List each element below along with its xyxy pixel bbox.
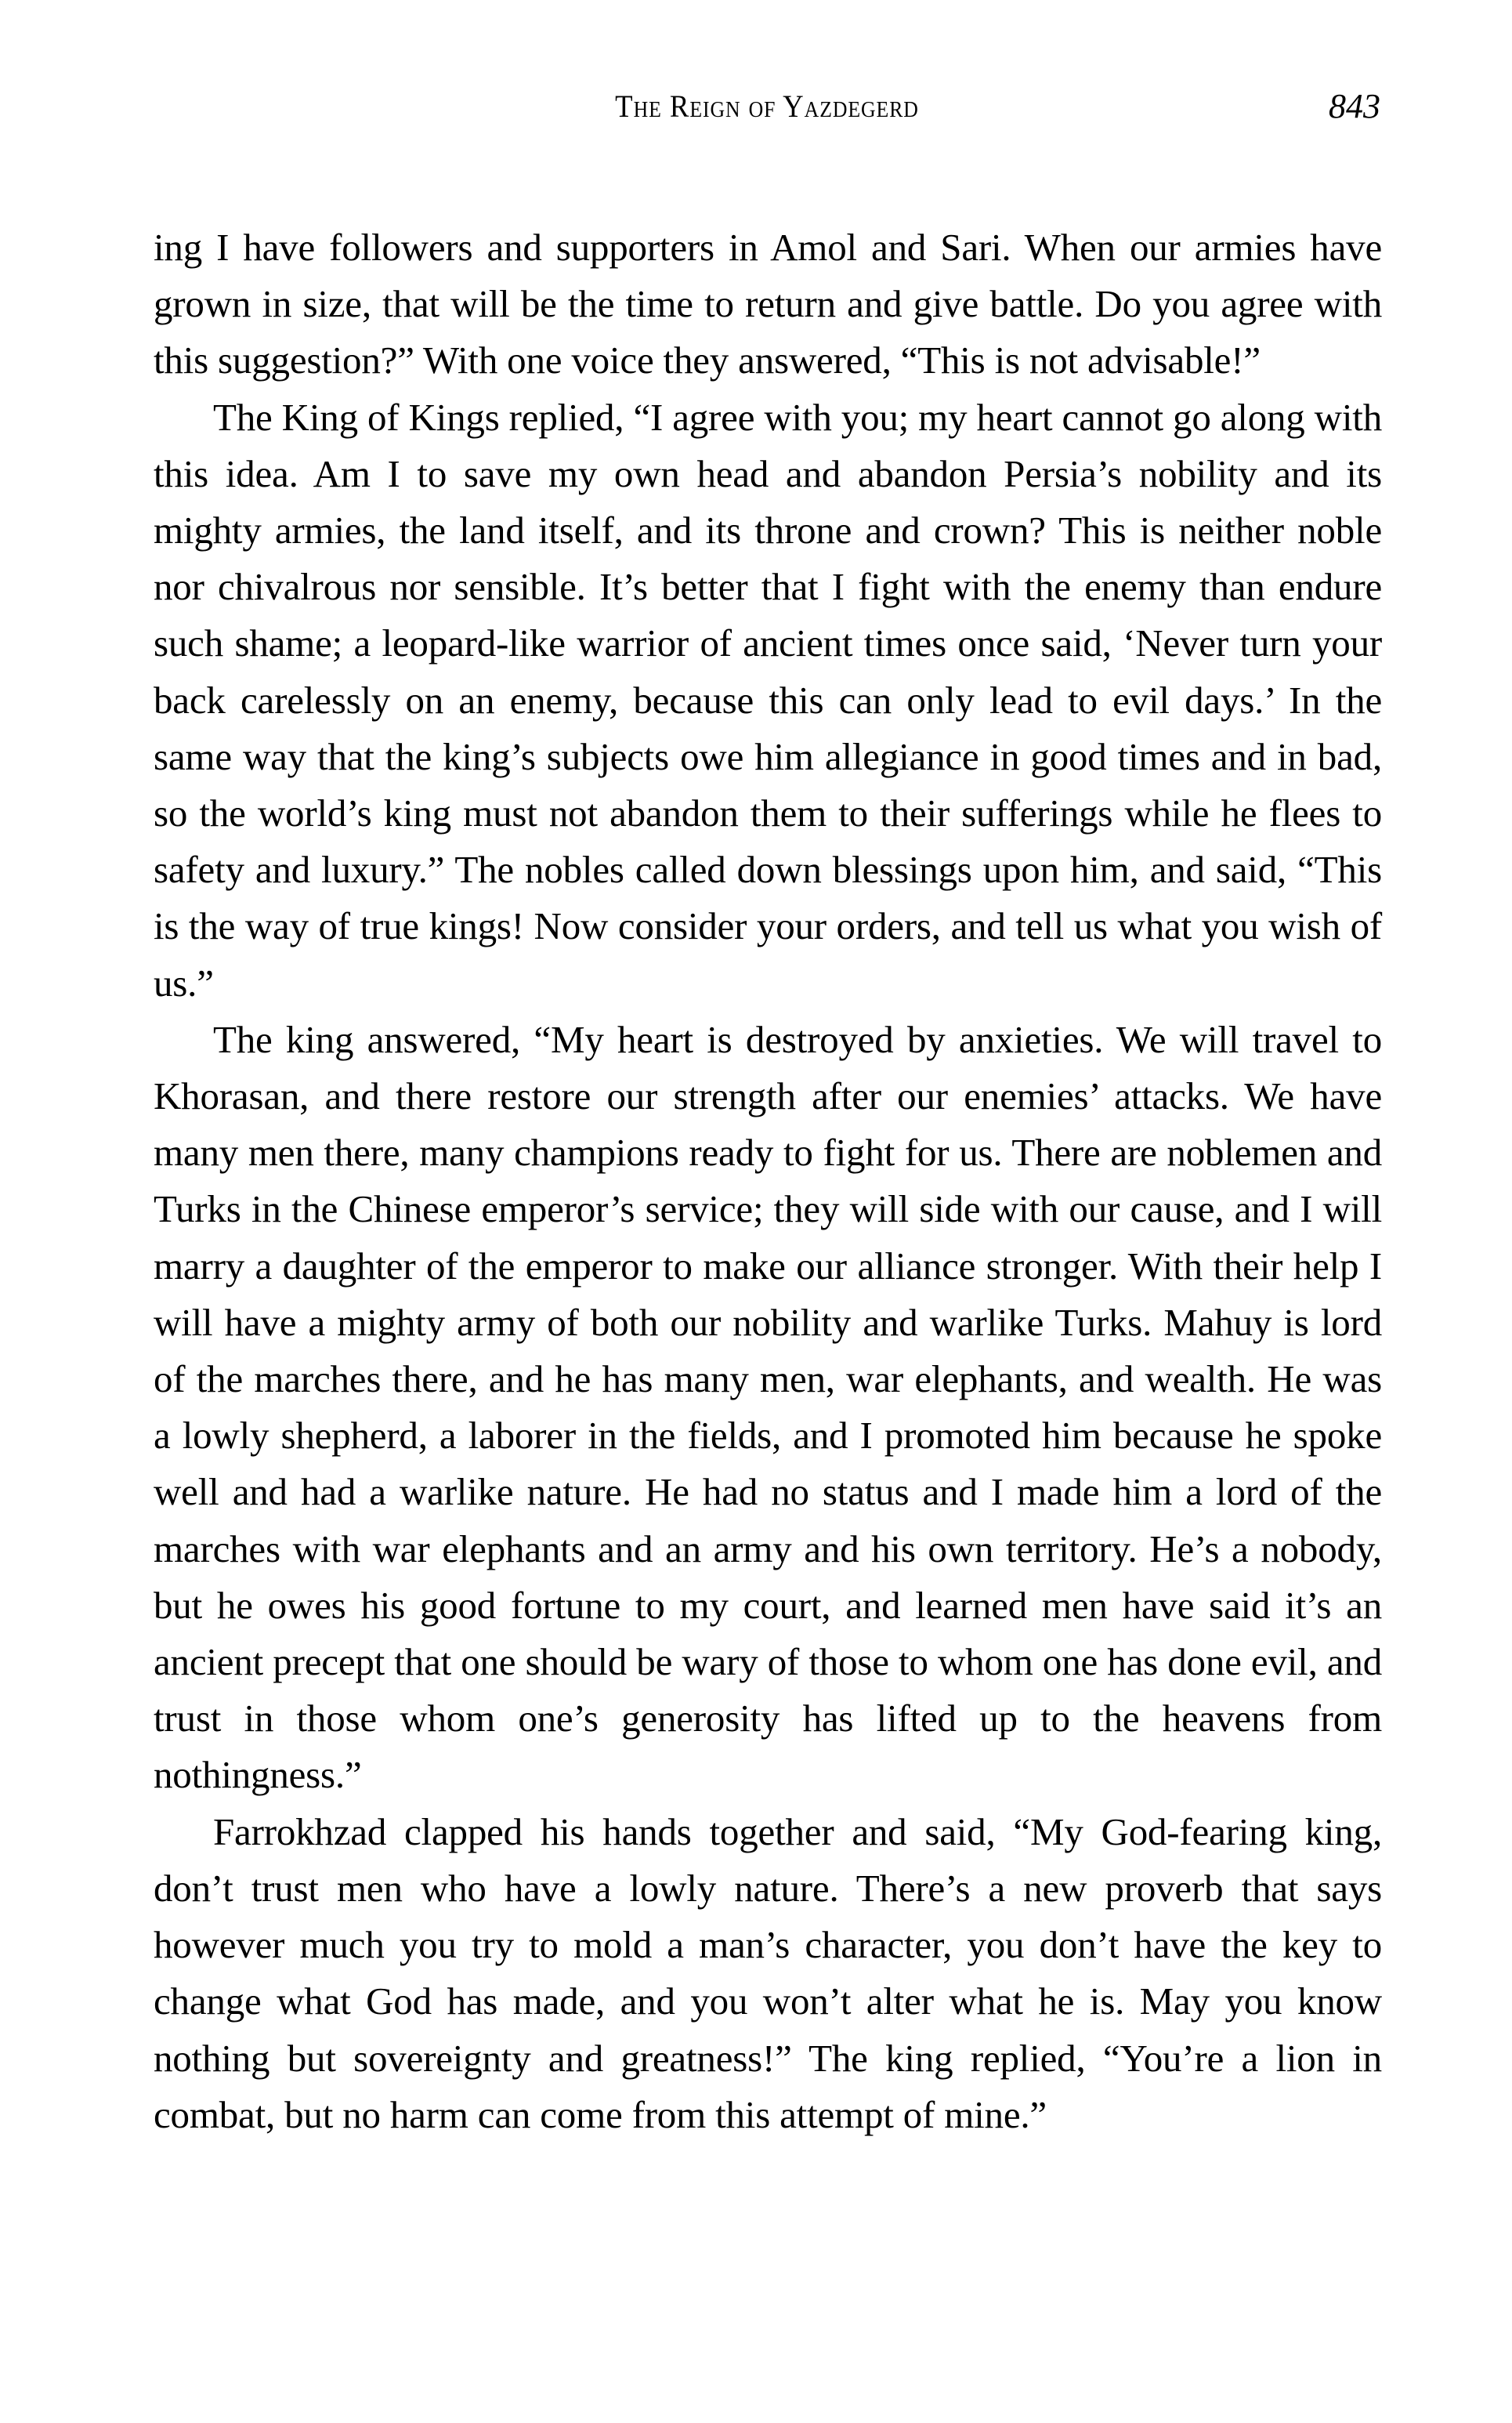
page-number: 843 — [1329, 87, 1380, 125]
paragraph-1: ing I have followers and supporters in Amol and Sari. When our armies have grown in size, that will be the time to return and give battle. Do you agree with this suggestion?” With one voice they answered, “This is not advisable!” — [154, 226, 1382, 382]
paragraph-2: The King of Kings replied, “I agree with you; my heart cannot go along with this idea. Am I to save my own head and abandon Persia’s nobility and its mighty armies, the land itself, and its throne and crown? This is neither noble nor chivalrous nor sensible. It’s better that I fight with the enemy than endure such shame; a leopard-like warrior of ancient times once said, ‘Never turn your back carelessly on an enemy, because this can only lead to evil days.’ In the same way that the king’s subjects owe him allegiance in good times and in bad, so the world’s king must not abandon them to their sufferings while he flees to safety and luxury.” The nobles called down blessings upon him, and said, “This is the way of true kings! Now consider your orders, and tell us what you wish of us.” — [154, 395, 1382, 1005]
running-head — [154, 88, 1380, 135]
chapter-title: The Reign of Yazdegerd — [615, 89, 919, 124]
paragraph-4: Farrokhzad clapped his hands together and said, “My God-fearing king, don’t trust men who have a lowly nature. There’s a new proverb that says however much you try to mold a man’s character, you don’t have the key to change what God has made, and you won’t alter what he is. May you know nothing but sovereignty and greatness!” The king replied, “You’re a lion in combat, but no harm can come from this attempt of mine.” — [154, 1809, 1382, 2136]
body-text — [154, 219, 1382, 2143]
paragraph-3: The king answered, “My heart is destroyed by anxieties. We will travel to Khorasan, and there restore our strength after our enemies’ attacks. We have many men there, many champions ready to fight for us. There are noblemen and Turks in the Chinese emperor’s service; they will side with our cause, and I will marry a daughter of the emperor to make our alliance stronger. With their help I will have a mighty army of both our nobility and warlike Turks. Mahuy is lord of the marches there, and he has many men, war elephants, and wealth. He was a lowly shepherd, a laborer in the fields, and I promoted him because he spoke well and had a warlike nature. He had no status and I made him a lord of the marches with war elephants and an army and his own territory. He’s a nobody, but he owes his good fortune to my court, and learned men have said it’s an ancient precept that one should be wary of those to whom one has done evil, and trust in those whom one’s generosity has lifted up to the heavens from nothingness.” — [154, 1017, 1382, 1797]
